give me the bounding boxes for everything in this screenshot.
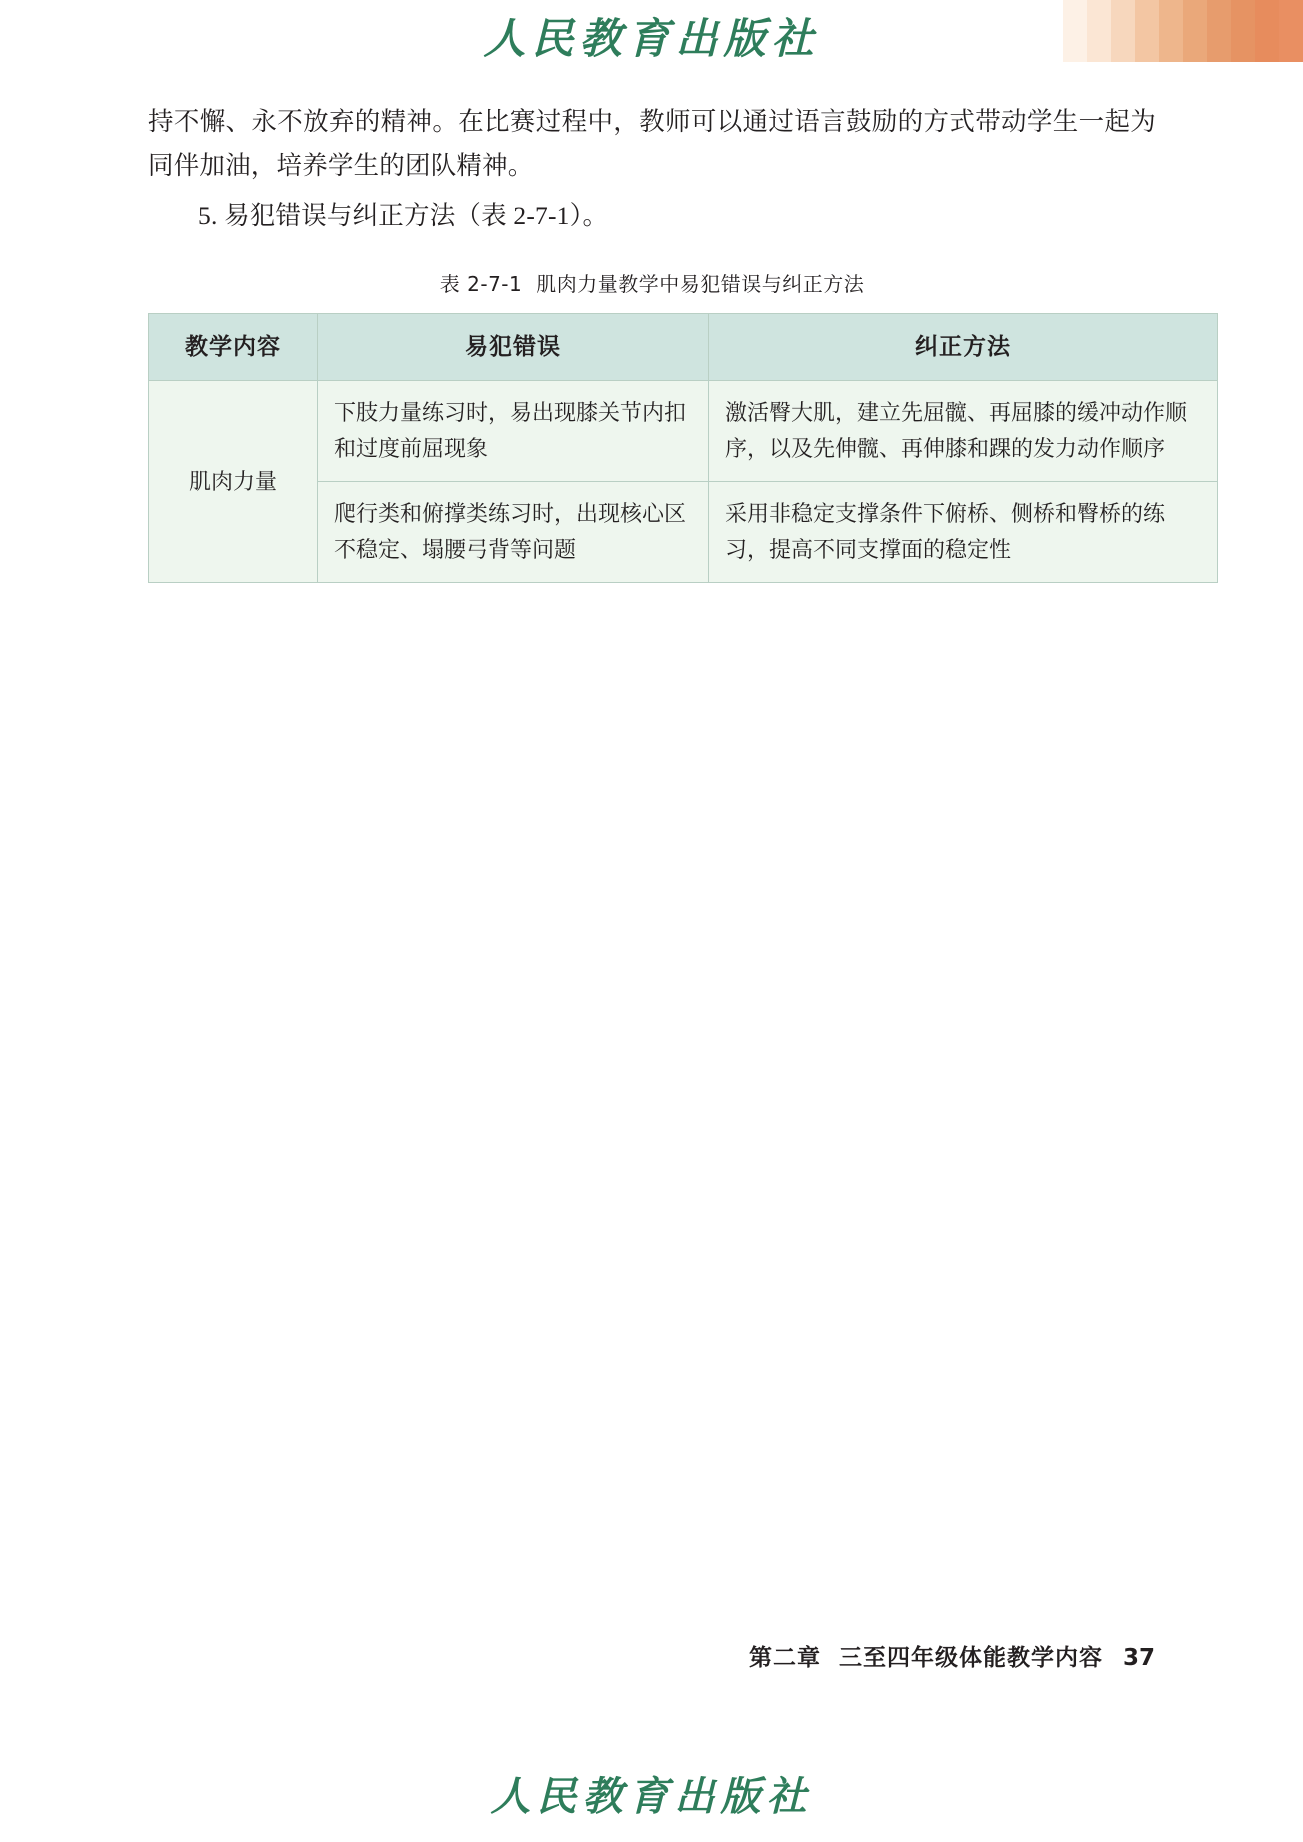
publisher-logo-bottom: 人民教育出版社 <box>490 1774 813 1819</box>
table-cell-error: 下肢力量练习时，易出现膝关节内扣和过度前屈现象 <box>318 381 709 482</box>
table-header <box>149 314 1218 381</box>
table-header-teaching-content: 教学内容 <box>149 314 318 381</box>
publisher-logo-top: 人民教育出版社 <box>483 17 820 63</box>
color-bar-stripe <box>1087 0 1111 62</box>
page-footer <box>0 1639 1155 1672</box>
color-bar-stripe <box>1207 0 1231 62</box>
color-bar-stripe <box>1111 0 1135 62</box>
page-number: 37 <box>1122 1645 1155 1671</box>
page-body <box>148 100 1188 583</box>
table-caption <box>148 268 1156 297</box>
decorative-color-bar <box>1063 0 1303 62</box>
table-header-correction-methods: 纠正方法 <box>709 314 1218 381</box>
errors-and-corrections-table <box>148 313 1218 583</box>
color-bar-stripe <box>1231 0 1255 62</box>
table-cell-fix: 采用非稳定支撑条件下俯桥、侧桥和臀桥的练习，提高不同支撑面的稳定性 <box>709 482 1218 583</box>
body-paragraph-2: 5. 易犯错误与纠正方法（表 2-7-1）。 <box>198 201 609 230</box>
table-row <box>149 381 1218 482</box>
footer-chapter: 第二章 <box>748 1645 821 1670</box>
footer-chapter-title: 三至四年级体能教学内容 <box>838 1645 1103 1670</box>
table-caption-title: 肌肉力量教学中易犯错误与纠正方法 <box>536 272 865 296</box>
color-bar-stripe <box>1183 0 1207 62</box>
body-paragraph-1: 持不懈、永不放弃的精神。在比赛过程中，教师可以通过语言鼓励的方式带动学生一起为同伴加油，培养学生的团队精神。 <box>148 107 1156 180</box>
color-bar-stripe <box>1279 0 1303 62</box>
table-body <box>149 381 1218 583</box>
color-bar-stripe <box>1135 0 1159 62</box>
table-cell-error: 爬行类和俯撑类练习时，出现核心区不稳定、塌腰弓背等问题 <box>318 482 709 583</box>
table-header-common-errors: 易犯错误 <box>318 314 709 381</box>
table-cell-fix: 激活臀大肌，建立先屈髋、再屈膝的缓冲动作顺序，以及先伸髋、再伸膝和踝的发力动作顺序 <box>709 381 1218 482</box>
color-bar-stripe <box>1255 0 1279 62</box>
table-header-row <box>149 314 1218 381</box>
table-caption-number: 表 2-7-1 <box>439 272 523 296</box>
color-bar-stripe <box>1063 0 1087 62</box>
color-bar-stripe <box>1159 0 1183 62</box>
table-cell-teaching-content: 肌肉力量 <box>149 381 318 583</box>
